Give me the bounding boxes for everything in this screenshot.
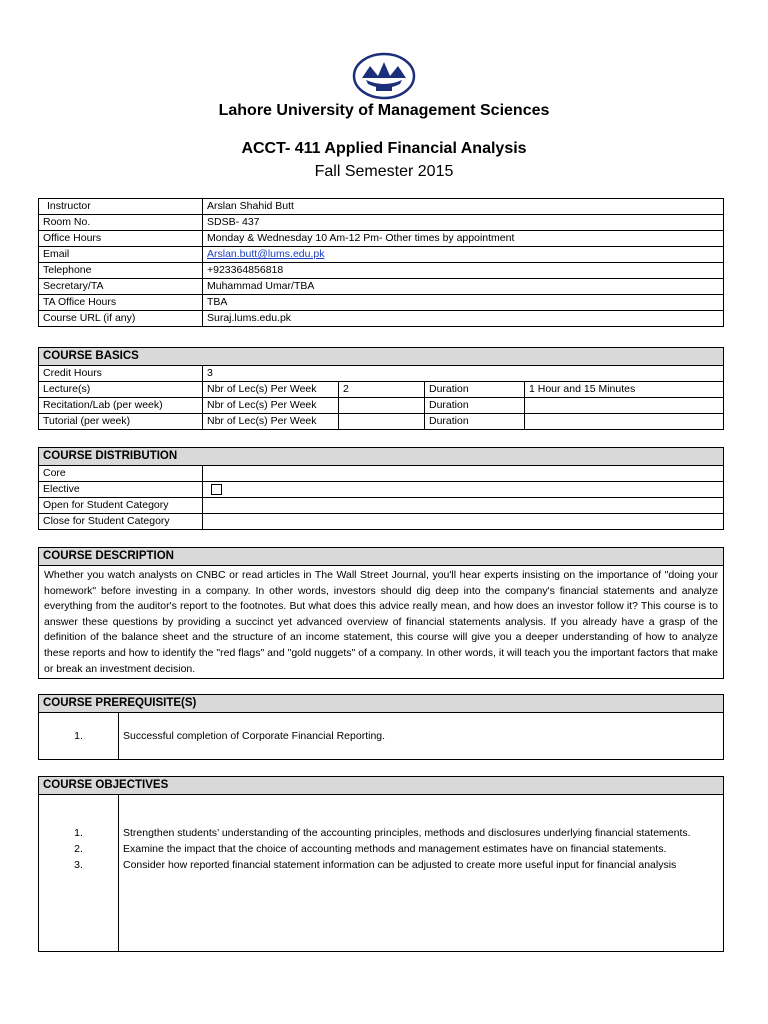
- course-distribution-heading: COURSE DISTRIBUTION: [39, 448, 724, 466]
- info-value: Arslan Shahid Butt: [203, 199, 724, 215]
- course-prerequisites-table: [38, 694, 724, 760]
- info-row: [39, 311, 724, 327]
- course-basics-heading: COURSE BASICS: [39, 348, 724, 366]
- elective-checkbox[interactable]: [211, 484, 222, 495]
- email-link[interactable]: Arslan.butt@lums.edu.pk: [207, 248, 325, 260]
- info-row: [39, 247, 724, 263]
- duration-value: [525, 398, 724, 414]
- distribution-row: [39, 466, 724, 482]
- info-label: TA Office Hours: [39, 295, 203, 311]
- distribution-value: [203, 482, 724, 498]
- nbr-value: 2: [339, 382, 425, 398]
- course-description-text: Whether you watch analysts on CNBC or read articles in The Wall Street Journal, you'll hear experts insisting on the importance of "doing your homework" before investing in a company. In other words, investors should dig deep into the company's financial statements and analyze everything from the auditor's report to the footnotes. But what does this advice really mean, and how does an investor follow it? This course is to answer these questions by providing a succinct yet advanced overview of financial statements analysis. If you already have a grasp of the definition of the balance sheet and the structure of an income statement, this course will give you a deeper understanding of how to analyze these reports and how to identify the "red flags" and "gold nuggets" of a company. In other words, it will teach you the important factors that make or break an investment decision.: [39, 566, 724, 679]
- info-label: Email: [39, 247, 203, 263]
- semester: Fall Semester 2015: [314, 163, 454, 180]
- distribution-row: [39, 482, 724, 498]
- info-row: [39, 263, 724, 279]
- credit-hours-label: Credit Hours: [39, 366, 203, 382]
- objective-number: 3.: [74, 859, 83, 871]
- course-objectives-table: [38, 776, 724, 952]
- university-name: Lahore University of Management Sciences: [218, 102, 550, 119]
- distribution-label: Open for Student Category: [39, 498, 203, 514]
- objectives-numbers: [39, 795, 119, 952]
- prerequisite-number: 1.: [39, 713, 119, 760]
- basics-label: Tutorial (per week): [39, 414, 203, 430]
- info-label: Course URL (if any): [39, 311, 203, 327]
- course-basics-table: [38, 347, 724, 430]
- basics-row: [39, 414, 724, 430]
- duration-label: Duration: [425, 414, 525, 430]
- nbr-value: [339, 398, 425, 414]
- basics-row: [39, 382, 724, 398]
- info-label: Room No.: [39, 215, 203, 231]
- basics-row: [39, 398, 724, 414]
- info-value: Suraj.lums.edu.pk: [203, 311, 724, 327]
- objective-item: Strengthen students’ understanding of the accounting principles, methods and disclosures underlying financial statements.: [123, 827, 691, 839]
- objectives-text: [119, 795, 724, 952]
- objective-number: 1.: [74, 827, 83, 839]
- duration-label: Duration: [425, 382, 525, 398]
- nbr-value: [339, 414, 425, 430]
- duration-value: 1 Hour and 15 Minutes: [525, 382, 724, 398]
- instructor-info-table: [38, 198, 724, 327]
- course-description-table: [38, 547, 724, 679]
- distribution-row: [39, 514, 724, 530]
- info-value: Muhammad Umar/TBA: [203, 279, 724, 295]
- info-label: Office Hours: [39, 231, 203, 247]
- duration-value: [525, 414, 724, 430]
- distribution-row: [39, 498, 724, 514]
- nbr-label: Nbr of Lec(s) Per Week: [203, 382, 339, 398]
- info-label: Secretary/TA: [39, 279, 203, 295]
- course-title: ACCT- 411 Applied Financial Analysis: [241, 140, 527, 157]
- info-value: +923364856818: [203, 263, 724, 279]
- duration-label: Duration: [425, 398, 525, 414]
- distribution-label: Elective: [39, 482, 203, 498]
- credit-hours-value: 3: [203, 366, 724, 382]
- basics-label: Lecture(s): [39, 382, 203, 398]
- info-row: [39, 199, 724, 215]
- nbr-label: Nbr of Lec(s) Per Week: [203, 414, 339, 430]
- basics-label: Recitation/Lab (per week): [39, 398, 203, 414]
- info-label: Instructor: [39, 199, 203, 215]
- prerequisite-row: [39, 713, 724, 760]
- distribution-label: Close for Student Category: [39, 514, 203, 530]
- lums-logo: [352, 48, 416, 100]
- objective-number: 2.: [74, 843, 83, 855]
- prerequisite-text: Successful completion of Corporate Financial Reporting.: [119, 713, 724, 760]
- info-value: SDSB- 437: [203, 215, 724, 231]
- info-row: [39, 215, 724, 231]
- distribution-label: Core: [39, 466, 203, 482]
- info-row: [39, 231, 724, 247]
- objectives-row: [39, 795, 724, 952]
- info-row: [39, 279, 724, 295]
- nbr-label: Nbr of Lec(s) Per Week: [203, 398, 339, 414]
- info-value: TBA: [203, 295, 724, 311]
- distribution-value: [203, 514, 724, 530]
- info-value-email: [203, 247, 724, 263]
- info-row: [39, 295, 724, 311]
- course-description-heading: COURSE DESCRIPTION: [39, 548, 724, 566]
- info-label: Telephone: [39, 263, 203, 279]
- distribution-value: [203, 498, 724, 514]
- objective-item: Consider how reported financial statement information can be adjusted to create more useful input for financial analysis: [123, 859, 677, 871]
- course-objectives-heading: COURSE OBJECTIVES: [39, 777, 724, 795]
- info-value: Monday & Wednesday 10 Am-12 Pm- Other times by appointment: [203, 231, 724, 247]
- objective-item: Examine the impact that the choice of accounting methods and management estimates have on financial statements.: [123, 843, 667, 855]
- distribution-value: [203, 466, 724, 482]
- course-prerequisites-heading: COURSE PREREQUISITE(S): [39, 695, 724, 713]
- course-distribution-table: [38, 447, 724, 530]
